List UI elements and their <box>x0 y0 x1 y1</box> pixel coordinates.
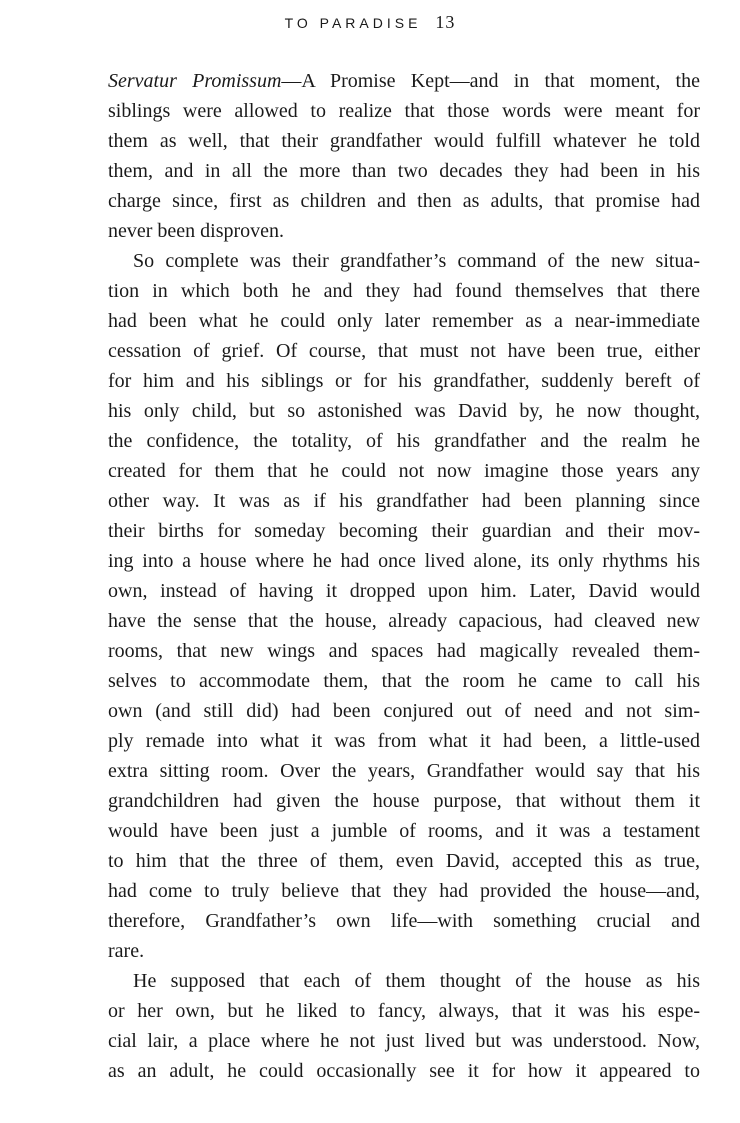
body-text <box>108 66 700 1086</box>
text-line: the confidence, the totality, of his grandfather and the realm he <box>108 430 700 452</box>
text-line: rare. <box>108 940 145 962</box>
text-line: his only child, but so astonished was David by, he now thought, <box>108 400 700 422</box>
italic-phrase: Servatur Promissum <box>108 70 282 92</box>
text-line: cessation of grief. Of course, that must not have been true, either <box>108 340 700 362</box>
text-line: had come to truly believe that they had provided the house—and, <box>108 880 700 902</box>
text-line: other way. It was as if his grandfather had been planning since <box>108 490 700 512</box>
line-text: —A Promise Kept—and in that moment, the <box>281 70 700 92</box>
page-number: 13 <box>435 12 456 32</box>
text-line: would have been just a jumble of rooms, and it was a testament <box>108 820 700 842</box>
text-line <box>108 66 700 96</box>
text-line: ing into a house where he had once lived alone, its only rhythms his <box>108 550 700 572</box>
text-line: siblings were allowed to realize that those words were meant for <box>108 100 700 122</box>
text-line: them, and in all the more than two decades they had been in his <box>108 160 700 182</box>
text-line: for him and his siblings or for his grandfather, suddenly bereft of <box>108 370 700 392</box>
text-line: to him that the three of them, even David, accepted this as true, <box>108 850 700 872</box>
text-line: them as well, that their grandfather would fulfill whatever he told <box>108 130 700 152</box>
text-line: had been what he could only later remember as a near-immediate <box>108 310 700 332</box>
text-line: own (and still did) had been conjured out of need and not sim- <box>108 700 700 722</box>
text-line: tion in which both he and they had found themselves that there <box>108 280 700 302</box>
text-line: cial lair, a place where he not just lived but was understood. Now, <box>108 1030 700 1052</box>
text-line: have the sense that the house, already capacious, had cleaved new <box>108 610 700 632</box>
running-head <box>0 12 740 33</box>
paragraph-first-line: So complete was their grandfather’s command of the new situa- <box>133 250 700 272</box>
text-line: own, instead of having it dropped upon him. Later, David would <box>108 580 700 602</box>
text-line: rooms, that new wings and spaces had magically revealed them- <box>108 640 700 662</box>
text-line: selves to accommodate them, that the room he came to call his <box>108 670 700 692</box>
text-line: created for them that he could not now imagine those years any <box>108 460 700 482</box>
text-line: therefore, Grandfather’s own life—with something crucial and <box>108 910 700 932</box>
running-title: TO PARADISE <box>284 15 422 31</box>
text-line: charge since, first as children and then as adults, that promise had <box>108 190 700 212</box>
text-line: ply remade into what it was from what it had been, a little-used <box>108 730 700 752</box>
text-line: grandchildren had given the house purpose, that without them it <box>108 790 700 812</box>
paragraph-first-line: He supposed that each of them thought of the house as his <box>133 970 700 992</box>
text-line: their births for someday becoming their guardian and their mov- <box>108 520 700 542</box>
text-line: as an adult, he could occasionally see it for how it appeared to <box>108 1060 700 1082</box>
text-line: never been disproven. <box>108 220 285 242</box>
text-line: extra sitting room. Over the years, Grandfather would say that his <box>108 760 700 782</box>
text-line: or her own, but he liked to fancy, always, that it was his espe- <box>108 1000 700 1022</box>
